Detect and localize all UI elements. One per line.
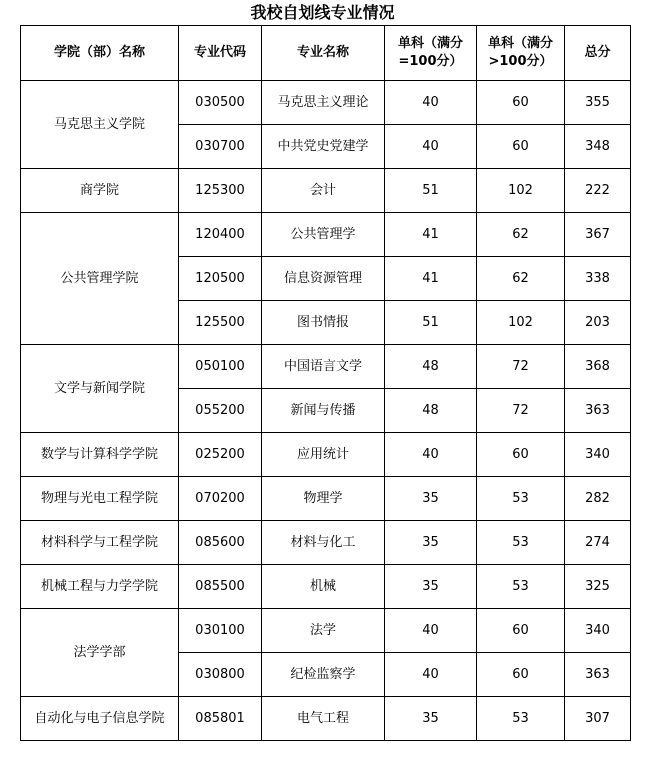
major-code-cell: 120500 xyxy=(179,257,262,301)
major-code-cell: 085600 xyxy=(179,521,262,565)
total-score-cell: 340 xyxy=(565,609,631,653)
total-score-cell: 355 xyxy=(565,81,631,125)
single-over-100-cell: 72 xyxy=(477,345,565,389)
header-major: 专业名称 xyxy=(262,26,385,81)
major-code-cell: 025200 xyxy=(179,433,262,477)
single-over-100-cell: 62 xyxy=(477,257,565,301)
single-over-100-cell: 53 xyxy=(477,477,565,521)
single-100-cell: 48 xyxy=(385,389,477,433)
total-score-cell: 307 xyxy=(565,697,631,741)
header-college: 学院（部）名称 xyxy=(21,26,179,81)
major-code-cell: 030500 xyxy=(179,81,262,125)
college-name-cell: 自动化与电子信息学院 xyxy=(21,697,179,741)
major-code-cell: 085500 xyxy=(179,565,262,609)
single-100-cell: 40 xyxy=(385,653,477,697)
page-title: 我校自划线专业情况 xyxy=(250,3,395,22)
score-table xyxy=(20,25,631,741)
header-single-over-100: 单科（满分>100分） xyxy=(477,26,565,81)
college-name-cell: 机械工程与力学学院 xyxy=(21,565,179,609)
single-100-cell: 35 xyxy=(385,565,477,609)
total-score-cell: 282 xyxy=(565,477,631,521)
single-100-cell: 51 xyxy=(385,301,477,345)
major-name-cell: 信息资源管理 xyxy=(262,257,385,301)
major-name-cell: 物理学 xyxy=(262,477,385,521)
total-score-cell: 348 xyxy=(565,125,631,169)
major-name-cell: 纪检监察学 xyxy=(262,653,385,697)
college-name-cell: 公共管理学院 xyxy=(21,213,179,345)
table-row xyxy=(21,565,631,609)
single-100-cell: 51 xyxy=(385,169,477,213)
major-name-cell: 电气工程 xyxy=(262,697,385,741)
total-score-cell: 222 xyxy=(565,169,631,213)
total-score-cell: 363 xyxy=(565,389,631,433)
total-score-cell: 340 xyxy=(565,433,631,477)
table-row xyxy=(21,609,631,653)
major-code-cell: 030700 xyxy=(179,125,262,169)
total-score-cell: 367 xyxy=(565,213,631,257)
header-single-100: 单科（满分=100分） xyxy=(385,26,477,81)
major-code-cell: 070200 xyxy=(179,477,262,521)
major-code-cell: 050100 xyxy=(179,345,262,389)
single-over-100-cell: 102 xyxy=(477,301,565,345)
single-over-100-cell: 102 xyxy=(477,169,565,213)
single-over-100-cell: 53 xyxy=(477,565,565,609)
table-row xyxy=(21,697,631,741)
single-over-100-cell: 60 xyxy=(477,653,565,697)
single-over-100-cell: 60 xyxy=(477,81,565,125)
header-code: 专业代码 xyxy=(179,26,262,81)
college-name-cell: 物理与光电工程学院 xyxy=(21,477,179,521)
major-code-cell: 030100 xyxy=(179,609,262,653)
major-code-cell: 085801 xyxy=(179,697,262,741)
major-code-cell: 125500 xyxy=(179,301,262,345)
single-over-100-cell: 62 xyxy=(477,213,565,257)
college-name-cell: 商学院 xyxy=(21,169,179,213)
single-over-100-cell: 60 xyxy=(477,609,565,653)
single-100-cell: 40 xyxy=(385,609,477,653)
single-over-100-cell: 53 xyxy=(477,697,565,741)
major-name-cell: 新闻与传播 xyxy=(262,389,385,433)
major-code-cell: 125300 xyxy=(179,169,262,213)
table-row xyxy=(21,213,631,257)
college-name-cell: 材料科学与工程学院 xyxy=(21,521,179,565)
major-code-cell: 030800 xyxy=(179,653,262,697)
total-score-cell: 203 xyxy=(565,301,631,345)
major-name-cell: 公共管理学 xyxy=(262,213,385,257)
major-name-cell: 会计 xyxy=(262,169,385,213)
single-100-cell: 40 xyxy=(385,125,477,169)
major-code-cell: 055200 xyxy=(179,389,262,433)
single-100-cell: 48 xyxy=(385,345,477,389)
college-name-cell: 文学与新闻学院 xyxy=(21,345,179,433)
total-score-cell: 368 xyxy=(565,345,631,389)
major-name-cell: 图书情报 xyxy=(262,301,385,345)
single-100-cell: 40 xyxy=(385,81,477,125)
table-body xyxy=(21,81,631,741)
major-code-cell: 120400 xyxy=(179,213,262,257)
major-name-cell: 应用统计 xyxy=(262,433,385,477)
single-100-cell: 35 xyxy=(385,521,477,565)
major-name-cell: 机械 xyxy=(262,565,385,609)
total-score-cell: 338 xyxy=(565,257,631,301)
college-name-cell: 法学学部 xyxy=(21,609,179,697)
college-name-cell: 数学与计算科学学院 xyxy=(21,433,179,477)
table-row xyxy=(21,433,631,477)
major-name-cell: 材料与化工 xyxy=(262,521,385,565)
college-name-cell: 马克思主义学院 xyxy=(21,81,179,169)
single-100-cell: 35 xyxy=(385,477,477,521)
header-row xyxy=(21,26,631,81)
table-row xyxy=(21,477,631,521)
single-100-cell: 35 xyxy=(385,697,477,741)
single-over-100-cell: 60 xyxy=(477,433,565,477)
single-over-100-cell: 53 xyxy=(477,521,565,565)
single-over-100-cell: 72 xyxy=(477,389,565,433)
single-100-cell: 40 xyxy=(385,433,477,477)
table-row xyxy=(21,521,631,565)
single-over-100-cell: 60 xyxy=(477,125,565,169)
table-row xyxy=(21,169,631,213)
major-name-cell: 中国语言文学 xyxy=(262,345,385,389)
header-total: 总分 xyxy=(565,26,631,81)
total-score-cell: 363 xyxy=(565,653,631,697)
major-name-cell: 中共党史党建学 xyxy=(262,125,385,169)
single-100-cell: 41 xyxy=(385,257,477,301)
table-row xyxy=(21,345,631,389)
table-row xyxy=(21,81,631,125)
total-score-cell: 325 xyxy=(565,565,631,609)
major-name-cell: 法学 xyxy=(262,609,385,653)
major-name-cell: 马克思主义理论 xyxy=(262,81,385,125)
single-100-cell: 41 xyxy=(385,213,477,257)
total-score-cell: 274 xyxy=(565,521,631,565)
